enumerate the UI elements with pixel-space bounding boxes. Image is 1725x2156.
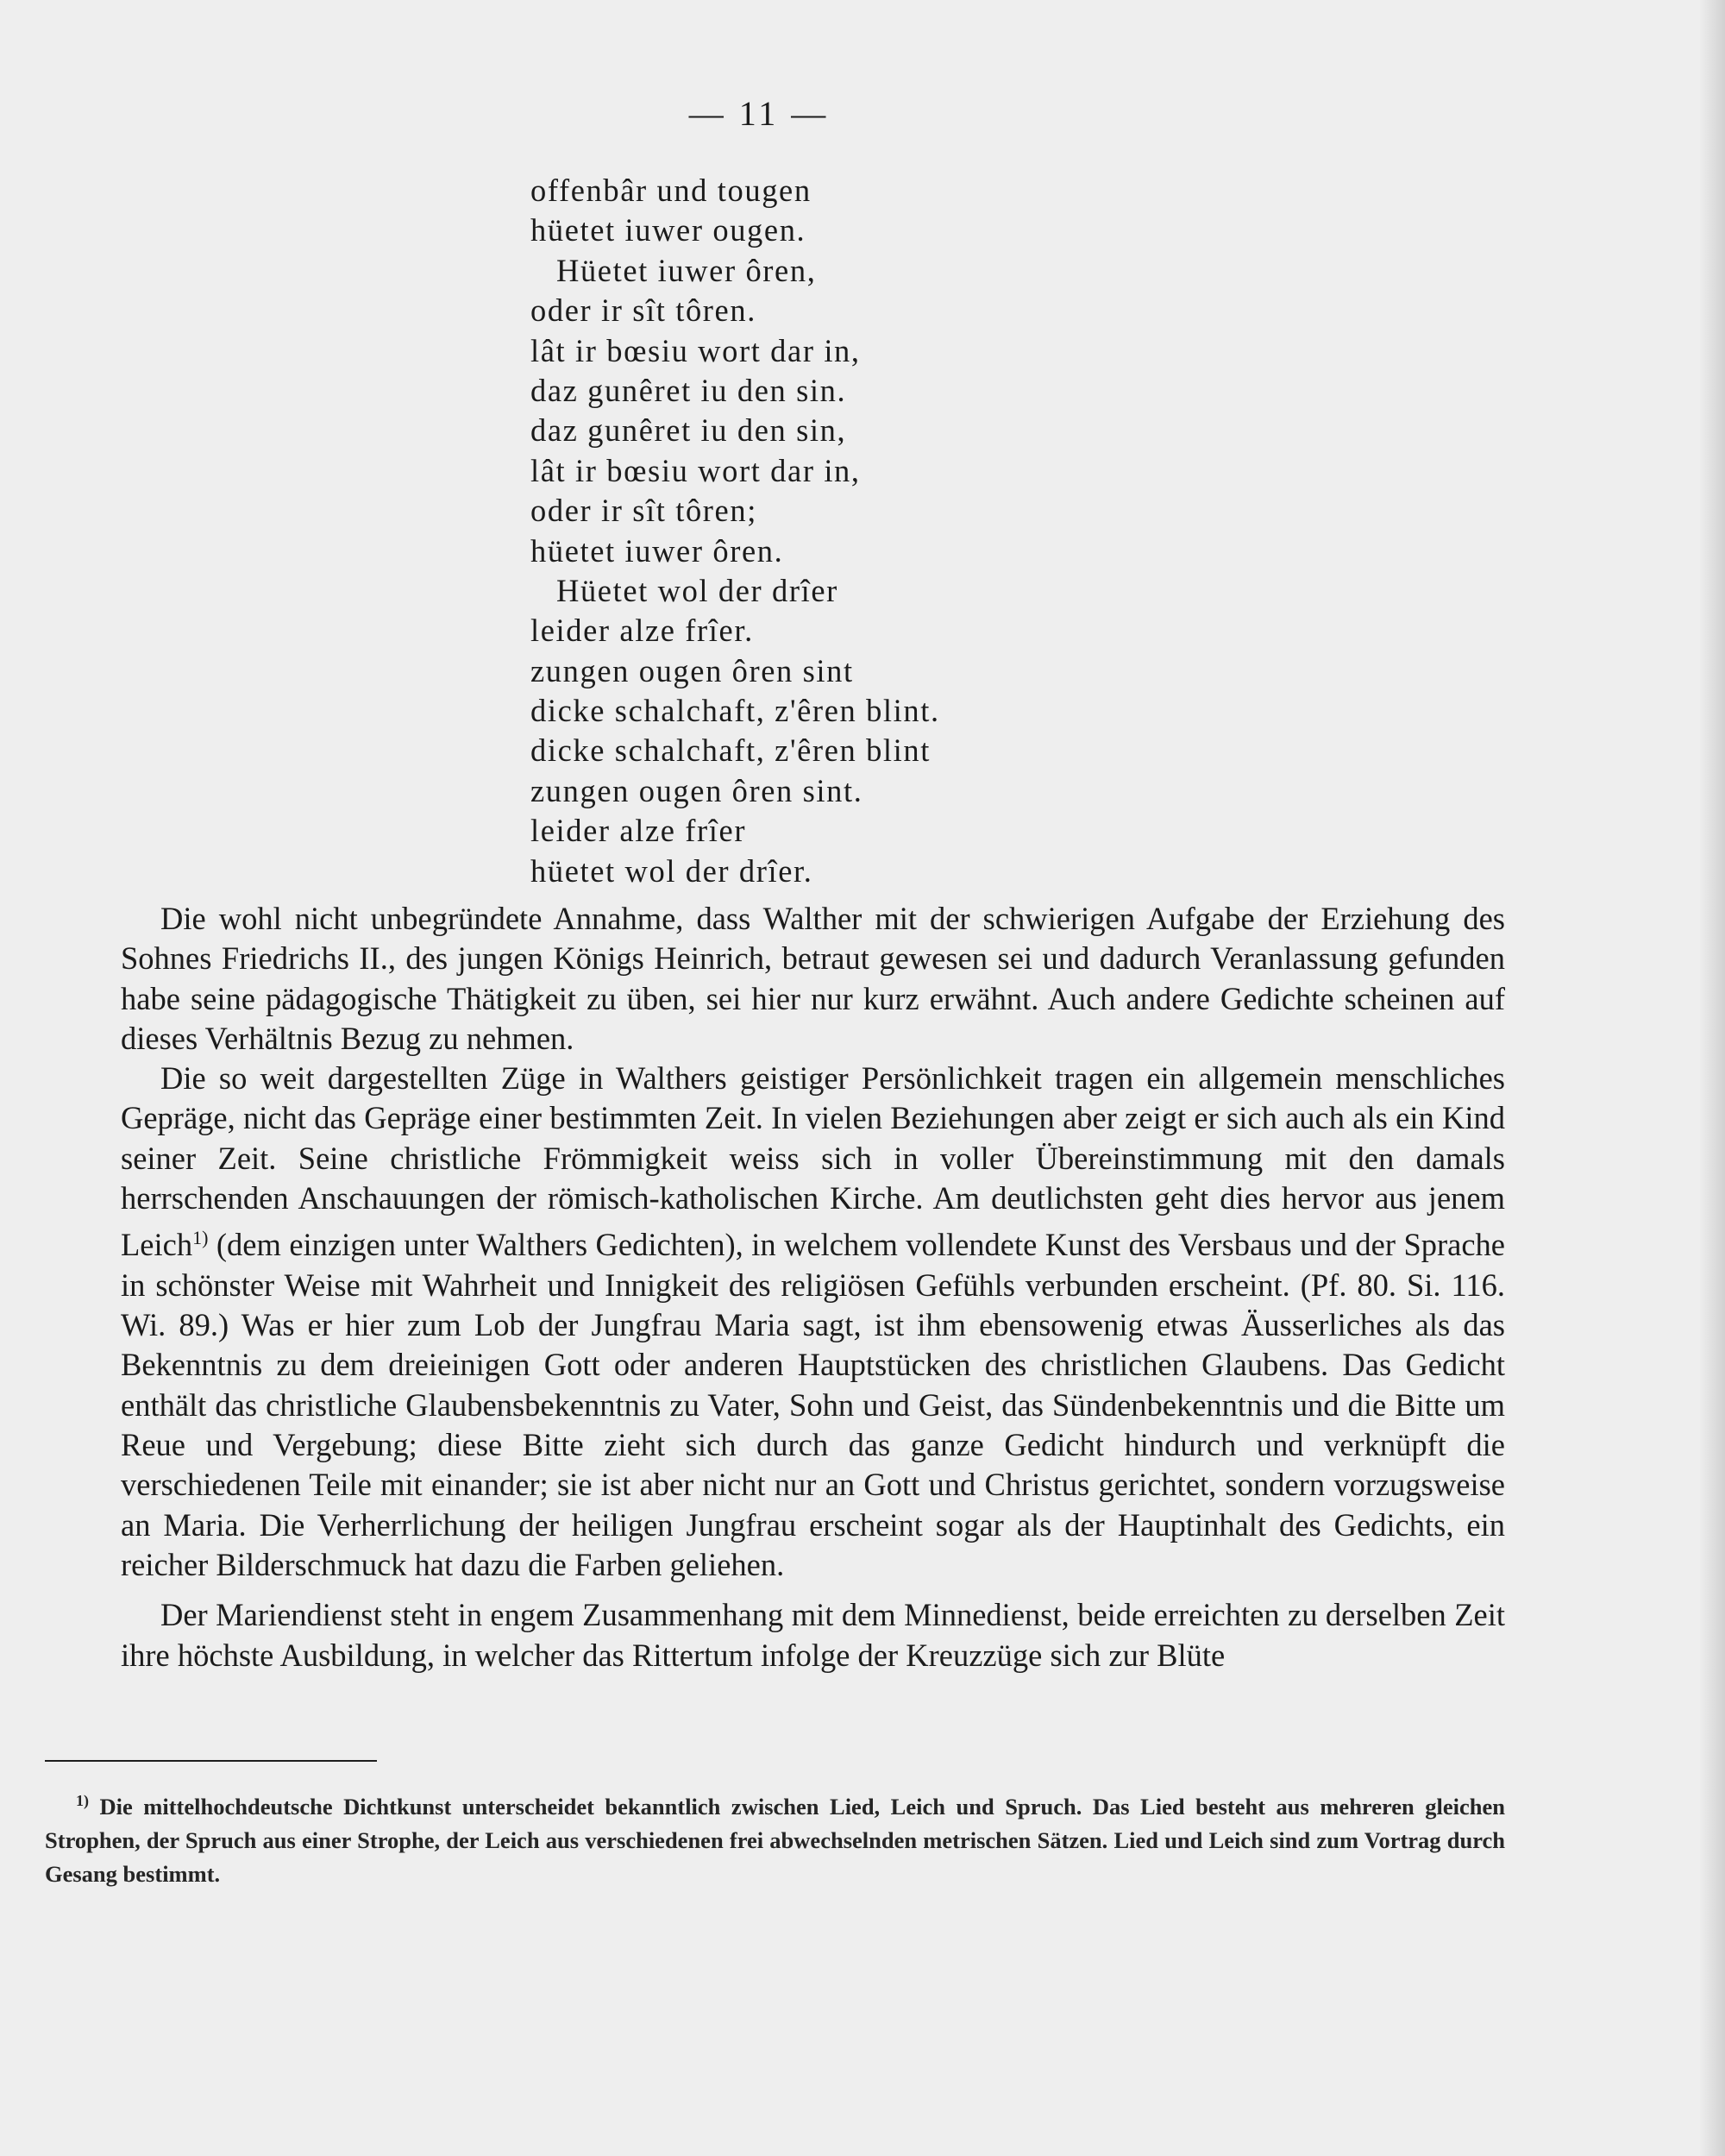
poem-line: Hüetet wol der drîer <box>556 572 838 608</box>
poem-line: offenbâr und tougen <box>530 173 812 208</box>
footnote <box>45 1784 1505 1891</box>
paragraph-christian-piety <box>121 1059 1505 1585</box>
poem-line: leider alze frîer. <box>530 613 754 649</box>
footnote-reference[interactable]: 1) <box>192 1227 209 1249</box>
footnote-divider <box>45 1760 377 1762</box>
poem-line: lât ir bœsiu wort dar in, <box>530 332 861 368</box>
footnote-text: Die mittelhochdeutsche Dichtkunst unterscheidet bekanntlich zwischen Lied, Leich und Spruch. Das Lied besteht aus mehreren gleichen Strophen, der Spruch aus einer Strophe, der Leich aus verschiedenen frei abwechselnden metrischen Sätzen. Lied und Leich sind zum Vortrag durch Gesang bestimmt. <box>45 1793 1506 1887</box>
poem-line: oder ir sît tôren. <box>530 292 756 329</box>
paragraph-text: (dem einzigen unter Walthers Gedichten), in welchem vollendete Kunst des Versbaus und der Sprache in schönster Weise mit Wahrheit und Innigkeit des religiösen Gefühls verbunden erscheint. (Pf. 80. Si. 116. Wi. 89.) Was er hier zum Lob der Jungfrau Maria sagt, ist ihm ebensowenig etwas Äusserliches als das Bekenntnis zu dem dreieinigen Gott oder anderen Hauptstücken des christlichen Glaubens. Das Gedicht enthält das christliche Glaubensbekenntnis zu Vater, Sohn und Geist, das Sündenbekenntnis und die Bitte um Reue und Vergebung; diese Bitte zieht sich durch das ganze Gedicht hindurch und verknüpft die verschiedenen Teile mit einander; sie ist aber nicht nur an Gott und Christus gerichtet, sondern vorzugsweise an Maria. Die Verherrlichung der heiligen Jungfrau erscheint sogar als der Hauptinhalt des Gedichts, ein reicher Bilderschmuck hat dazu die Farben geliehen. <box>121 1227 1505 1582</box>
page-number: — 11 — <box>688 94 830 133</box>
poem-stanza <box>530 171 1013 891</box>
poem-line: zungen ougen ôren sint <box>530 652 854 688</box>
poem-line: daz gunêret iu den sin, <box>530 412 847 449</box>
poem-line: hüetet iuwer ougen. <box>530 212 806 248</box>
poem-line: hüetet wol der drîer. <box>530 852 813 889</box>
poem-line: leider alze frîer <box>530 813 747 849</box>
paragraph-mariendienst: Der Mariendienst steht in engem Zusammenhang mit dem Minnedienst, beide erreichten zu derselben Zeit ihre höchste Ausbildung, in welcher das Rittertum infolge der Kreuzzüge sich zur Blüte <box>121 1597 1505 1673</box>
poem-line: daz gunêret iu den sin. <box>530 372 847 408</box>
footnote-marker: 1) <box>76 1792 89 1809</box>
poem-line: hüetet iuwer ôren. <box>530 532 784 569</box>
poem-line: dicke schalchaft, z'êren blint. <box>530 693 940 729</box>
body-text <box>121 899 1505 1675</box>
poem-line: Hüetet iuwer ôren, <box>556 252 817 288</box>
poem-line: oder ir sît tôren; <box>530 493 757 529</box>
poem-line: dicke schalchaft, z'êren blint <box>530 732 931 769</box>
page-edge-shadow <box>1699 0 1725 2156</box>
paragraph-text: Die so weit dargestellten Züge in Walthers geistiger Persönlichkeit tragen ein allgemein menschliches Gepräge, nicht das Gepräge einer bestimmten Zeit. In vielen Beziehungen aber zeigt er sich auch als ein Kind seiner Zeit. Seine christliche Frömmigkeit weiss sich in voller Übereinstimmung mit den damals herrschenden Anschauungen der römisch-katholischen Kirche. Am deutlichsten geht dies hervor aus jenem Leich <box>121 1060 1505 1263</box>
poem-line: zungen ougen ôren sint. <box>530 772 863 808</box>
poem-line: lât ir bœsiu wort dar in, <box>530 452 861 488</box>
paragraph-walther-education: Die wohl nicht unbegründete Annahme, dass Walther mit der schwierigen Aufgabe der Erziehung des Sohnes Friedrichs II., des jungen Königs Heinrich, betraut gewesen sei und dadurch Veranlassung gefunden habe seine pädagogische Thätigkeit zu üben, sei hier nur kurz erwähnt. Auch andere Gedichte scheinen auf dieses Verhältnis Bezug zu nehmen. <box>121 901 1505 1056</box>
